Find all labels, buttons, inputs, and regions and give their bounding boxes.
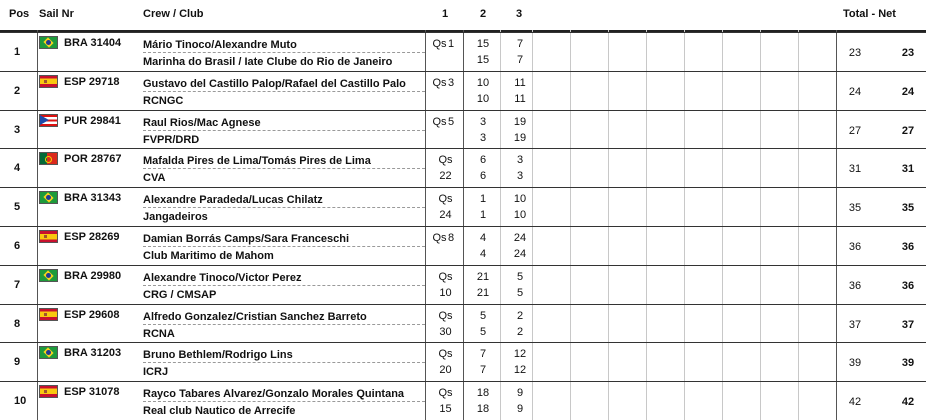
total-points: 27 bbox=[848, 124, 862, 137]
spain-flag-icon bbox=[39, 230, 58, 243]
race3-score-detail: 5 bbox=[516, 286, 524, 299]
sail-number: ESP 31078 bbox=[64, 386, 120, 399]
race3-score: 19 bbox=[513, 115, 527, 128]
race2-score-detail: 18 bbox=[476, 403, 490, 416]
table-row bbox=[0, 226, 926, 265]
header-sail: Sail Nr bbox=[39, 8, 74, 20]
crew-club-separator bbox=[143, 207, 425, 208]
crew-names: Alexandre Paradeda/Lucas Chilatz bbox=[143, 194, 323, 207]
race1-code: Qs bbox=[432, 38, 447, 50]
table-row bbox=[0, 342, 926, 381]
table-row bbox=[0, 187, 926, 226]
sail-number: PUR 29841 bbox=[64, 114, 121, 127]
race1-score: 10 bbox=[439, 286, 452, 299]
net-points: 42 bbox=[901, 396, 915, 409]
sail-number: ESP 29718 bbox=[64, 75, 120, 88]
total-points: 23 bbox=[848, 47, 862, 59]
race2-score: 18 bbox=[476, 387, 490, 400]
net-points: 36 bbox=[901, 241, 915, 253]
race2-score-detail: 15 bbox=[476, 54, 490, 66]
race2-score: 5 bbox=[479, 309, 487, 322]
crew-club-separator bbox=[143, 362, 425, 363]
race2-score-detail: 3 bbox=[479, 131, 487, 144]
position: 7 bbox=[14, 278, 21, 291]
crew-club-separator bbox=[143, 52, 425, 53]
race2-score-detail: 21 bbox=[476, 286, 490, 299]
sail-number: POR 28767 bbox=[64, 153, 122, 166]
header-pos: Pos bbox=[9, 8, 30, 20]
table-row bbox=[0, 32, 926, 71]
crew-club-separator bbox=[143, 168, 425, 169]
brazil-flag-icon bbox=[39, 346, 58, 359]
crew-names: Damian Borrás Camps/Sara Franceschi bbox=[143, 233, 350, 245]
header-race-1: 1 bbox=[442, 8, 449, 20]
brazil-flag-icon bbox=[39, 191, 58, 204]
race3-score: 9 bbox=[516, 387, 524, 400]
crew-names: Gustavo del Castillo Palop/Rafael del Castillo Palo bbox=[143, 77, 406, 90]
brazil-flag-icon bbox=[39, 269, 58, 282]
net-points: 23 bbox=[901, 47, 915, 59]
net-points: 39 bbox=[901, 357, 915, 370]
table-header bbox=[0, 0, 926, 32]
race1-score: 8 bbox=[447, 232, 455, 244]
race3-score: 5 bbox=[516, 270, 524, 283]
crew-names: Bruno Bethlem/Rodrigo Lins bbox=[143, 349, 293, 362]
club-name: ICRJ bbox=[143, 366, 169, 379]
crew-names: Raul Rios/Mac Agnese bbox=[143, 116, 261, 129]
position: 8 bbox=[14, 317, 21, 330]
position: 9 bbox=[14, 356, 21, 369]
sail-number: ESP 29608 bbox=[64, 308, 120, 321]
race1-score: 3 bbox=[447, 76, 455, 89]
crew-club-separator bbox=[143, 246, 425, 247]
race1-code: Qs bbox=[432, 115, 447, 128]
race3-score-detail: 7 bbox=[516, 54, 524, 66]
total-points: 24 bbox=[848, 85, 862, 98]
race3-score: 12 bbox=[513, 348, 527, 361]
race1-code: Qs bbox=[438, 387, 453, 400]
puerto-rico-flag-icon bbox=[39, 114, 58, 127]
total-points: 37 bbox=[848, 318, 862, 331]
race3-score: 24 bbox=[513, 232, 527, 244]
net-points: 31 bbox=[901, 163, 915, 176]
crew-club-separator bbox=[143, 130, 425, 131]
sail-number: ESP 28269 bbox=[64, 231, 120, 243]
race2-score-detail: 7 bbox=[479, 364, 487, 377]
position: 2 bbox=[14, 84, 21, 97]
club-name: CRG / CMSAP bbox=[143, 288, 217, 301]
net-points: 24 bbox=[901, 85, 915, 98]
race1-score: 30 bbox=[439, 325, 452, 338]
race1-score: 22 bbox=[439, 170, 452, 183]
race3-score-detail: 19 bbox=[513, 131, 527, 144]
race1-code: Qs bbox=[438, 154, 453, 167]
header-race-3: 3 bbox=[516, 8, 523, 20]
race3-score-detail: 3 bbox=[516, 170, 524, 183]
net-points: 36 bbox=[901, 279, 915, 292]
race1-code: Qs bbox=[438, 348, 453, 361]
total-points: 31 bbox=[848, 163, 862, 176]
race1-code: Qs bbox=[438, 270, 453, 283]
sail-number: BRA 29980 bbox=[64, 269, 122, 282]
table-row bbox=[0, 148, 926, 187]
club-name: RCNGC bbox=[143, 94, 184, 107]
race3-score-detail: 11 bbox=[514, 92, 526, 105]
race3-score-detail: 2 bbox=[516, 325, 524, 338]
total-points: 35 bbox=[848, 202, 862, 215]
table-row bbox=[0, 265, 926, 304]
table-row bbox=[0, 304, 926, 343]
race3-score: 2 bbox=[516, 309, 524, 322]
crew-names: Mário Tinoco/Alexandre Muto bbox=[143, 39, 297, 51]
race2-score-detail: 6 bbox=[479, 170, 487, 183]
crew-names: Rayco Tabares Alvarez/Gonzalo Morales Quintana bbox=[143, 388, 405, 401]
race2-score: 7 bbox=[479, 348, 487, 361]
total-points: 39 bbox=[848, 357, 862, 370]
crew-club-separator bbox=[143, 324, 425, 325]
club-name: Real club Nautico de Arrecife bbox=[143, 405, 296, 418]
race3-score-detail: 10 bbox=[513, 209, 527, 222]
race1-code: Qs bbox=[438, 193, 453, 206]
total-points: 42 bbox=[848, 396, 862, 409]
race1-score: 1 bbox=[447, 38, 455, 50]
net-points: 37 bbox=[901, 318, 915, 331]
race2-score: 21 bbox=[476, 270, 490, 283]
club-name: FVPR/DRD bbox=[143, 133, 200, 146]
portugal-flag-icon bbox=[39, 152, 58, 165]
race2-score: 15 bbox=[476, 38, 490, 50]
total-points: 36 bbox=[848, 279, 862, 292]
race2-score: 6 bbox=[479, 154, 487, 167]
race2-score: 4 bbox=[479, 232, 487, 244]
position: 3 bbox=[14, 123, 21, 136]
table-row bbox=[0, 110, 926, 149]
race2-score: 1 bbox=[479, 193, 487, 206]
race3-score: 3 bbox=[516, 154, 524, 167]
sail-number: BRA 31203 bbox=[64, 347, 122, 360]
crew-club-separator bbox=[143, 285, 425, 286]
table-row bbox=[0, 71, 926, 110]
race3-score-detail: 12 bbox=[513, 364, 527, 377]
spain-flag-icon bbox=[39, 75, 58, 88]
race1-score: 20 bbox=[439, 364, 452, 377]
crew-club-separator bbox=[143, 91, 425, 92]
sail-number: BRA 31404 bbox=[64, 37, 122, 49]
total-points: 36 bbox=[848, 241, 862, 253]
table-row bbox=[0, 381, 926, 420]
spain-flag-icon bbox=[39, 308, 58, 321]
header-race-2: 2 bbox=[480, 8, 487, 20]
spain-flag-icon bbox=[39, 385, 58, 398]
race1-score: 5 bbox=[447, 115, 455, 128]
race1-code: Qs bbox=[432, 76, 447, 89]
race2-score-detail: 10 bbox=[476, 92, 490, 105]
club-name: Marinha do Brasil / Iate Clube do Rio de Janeiro bbox=[143, 56, 393, 68]
race2-score: 3 bbox=[479, 115, 487, 128]
crew-club-separator bbox=[143, 401, 425, 402]
race3-score-detail: 24 bbox=[513, 248, 527, 260]
race2-score-detail: 1 bbox=[479, 209, 487, 222]
brazil-flag-icon bbox=[39, 36, 58, 49]
position: 10 bbox=[14, 395, 27, 408]
race3-score-detail: 9 bbox=[516, 403, 524, 416]
net-points: 27 bbox=[901, 124, 915, 137]
position: 5 bbox=[14, 201, 21, 214]
club-name: CVA bbox=[143, 172, 166, 185]
race3-score: 11 bbox=[514, 76, 526, 89]
sail-number: BRA 31343 bbox=[64, 192, 122, 205]
header-crew: Crew / Club bbox=[143, 8, 204, 20]
race1-score: 24 bbox=[439, 209, 452, 222]
race1-code: Qs bbox=[432, 232, 447, 244]
race3-score: 7 bbox=[516, 38, 524, 50]
position: 1 bbox=[14, 46, 21, 58]
club-name: Jangadeiros bbox=[143, 211, 208, 224]
race3-score: 10 bbox=[513, 193, 527, 206]
race2-score-detail: 5 bbox=[479, 325, 487, 338]
crew-names: Alfredo Gonzalez/Cristian Sanchez Barreto bbox=[143, 310, 367, 323]
position: 4 bbox=[14, 162, 21, 175]
race2-score: 10 bbox=[476, 76, 490, 89]
position: 6 bbox=[14, 240, 21, 252]
crew-names: Mafalda Pires de Lima/Tomás Pires de Lima bbox=[143, 155, 371, 168]
club-name: Club Maritimo de Mahom bbox=[143, 250, 274, 262]
race1-score: 15 bbox=[439, 403, 452, 416]
crew-names: Alexandre Tinoco/Victor Perez bbox=[143, 271, 302, 284]
net-points: 35 bbox=[901, 202, 915, 215]
race2-score-detail: 4 bbox=[479, 248, 487, 260]
header-total-net: Total - Net bbox=[843, 8, 896, 20]
club-name: RCNA bbox=[143, 327, 175, 340]
race1-code: Qs bbox=[438, 309, 453, 322]
